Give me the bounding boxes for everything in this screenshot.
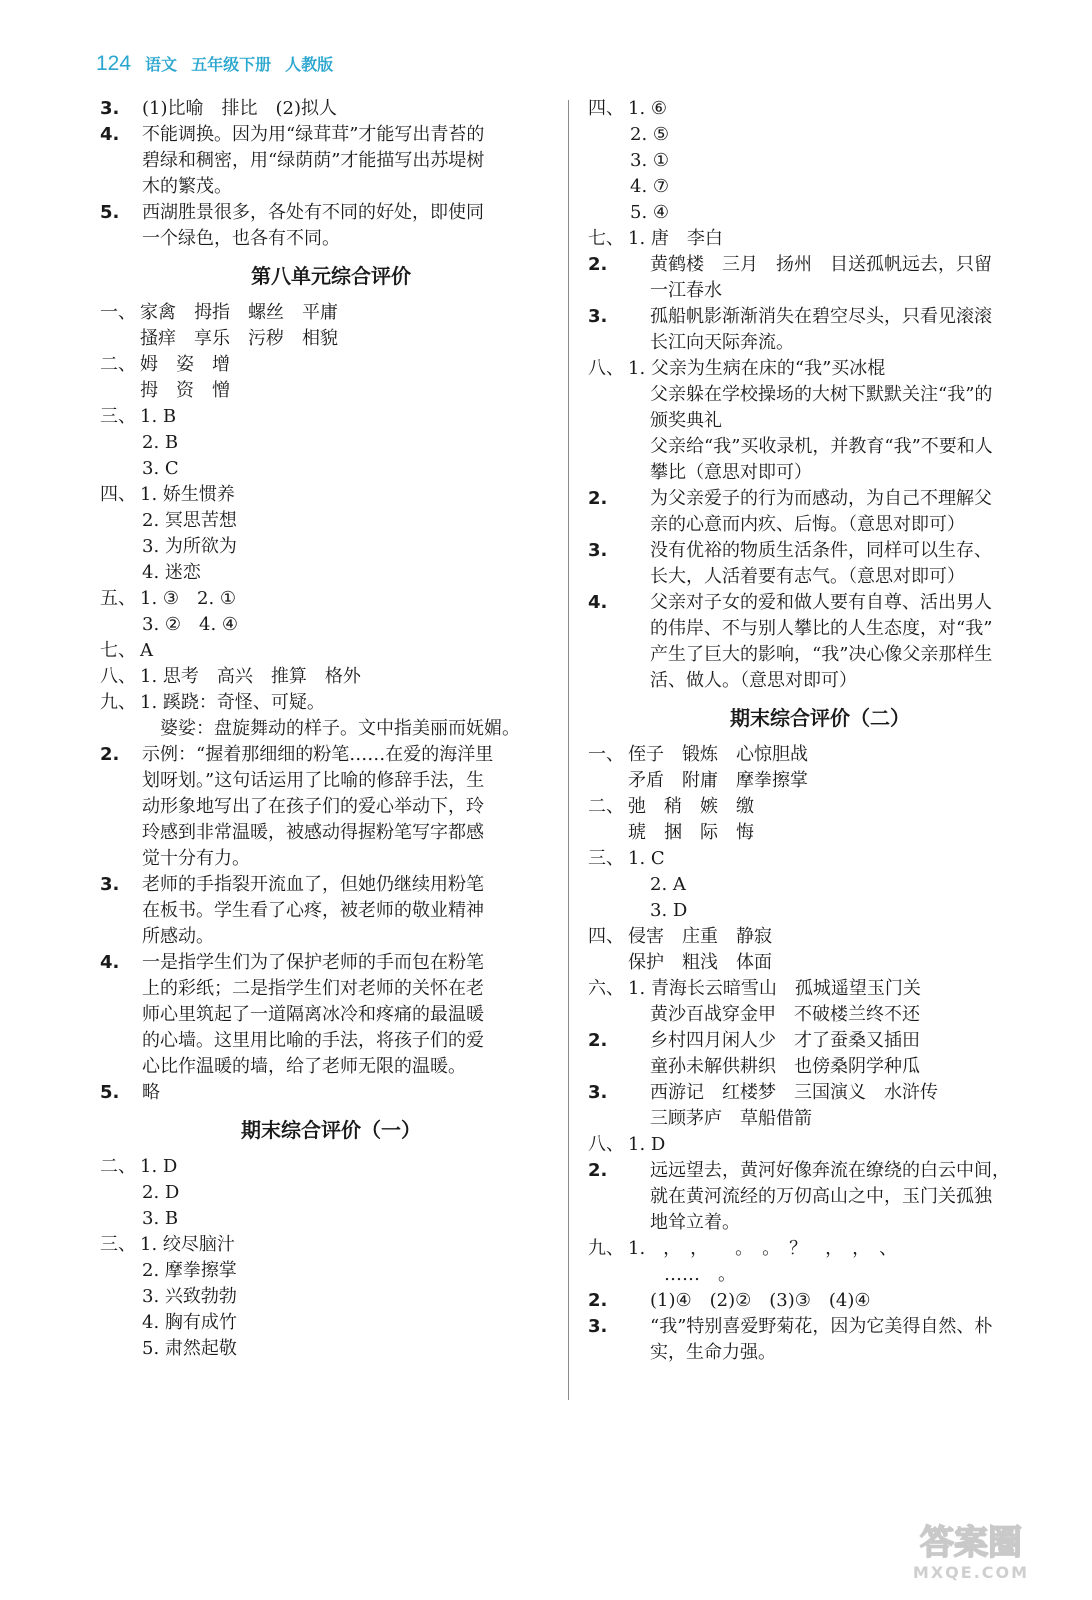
item-label-text: 八、	[588, 1134, 624, 1155]
item-text	[650, 1314, 1052, 1366]
item-text	[142, 1080, 562, 1106]
item-label-text: 三、	[100, 406, 136, 427]
answer-row	[588, 538, 1052, 590]
item-label-text: 四、	[588, 98, 624, 119]
answer-row	[100, 404, 562, 430]
text-line: 活、做人。（意思对即可）	[650, 670, 857, 691]
text-line: 长大，人活着要有志气。（意思对即可）	[650, 566, 965, 587]
item-label	[100, 352, 140, 378]
item-label-text: 2.	[588, 488, 608, 509]
text-line: 不能调换。因为用“绿茸茸”才能写出青苔的	[142, 124, 485, 145]
header-edition: 人教版	[285, 55, 334, 74]
text-line: 5. ④	[630, 202, 670, 223]
answer-row	[588, 1080, 1052, 1132]
answer-row	[588, 304, 1052, 356]
item-text	[628, 356, 1052, 382]
text-line: 一江春水	[650, 280, 722, 301]
item-text	[650, 382, 1052, 486]
item-text	[140, 638, 562, 664]
item-label	[100, 638, 140, 664]
item-text	[142, 1310, 562, 1336]
answer-row	[588, 382, 1052, 486]
text-line: 4. ⑦	[630, 176, 670, 197]
right-column	[588, 96, 1052, 1366]
text-line: 示例：“握着那细细的粉笔……在爱的海洋里	[142, 744, 494, 765]
item-label-text: 二、	[588, 796, 624, 817]
item-label-text: 5.	[100, 202, 120, 223]
text-line: 4. 迷恋	[142, 562, 201, 583]
item-label	[588, 1132, 628, 1158]
answer-row	[588, 1028, 1052, 1080]
text-line: 没有优裕的物质生活条件，同样可以生存、	[650, 540, 992, 561]
text-line: 1. B	[140, 406, 177, 427]
watermark-site: MXQE.COM	[912, 1563, 1030, 1582]
text-line: 父亲对子女的爱和做人要有自尊、活出男人	[650, 592, 992, 613]
text-line: 觉十分有力。	[142, 848, 250, 869]
text-line: 1. ⑥	[628, 98, 668, 119]
text-line: 侄子 锻炼 心惊胆战	[628, 744, 808, 765]
text-line: (1)比喻 排比 (2)拟人	[142, 98, 337, 119]
item-text	[628, 226, 1052, 252]
item-text	[140, 586, 562, 612]
item-label-text: 四、	[588, 926, 624, 947]
text-line: 琥 捆 际 悔	[628, 822, 754, 843]
item-label	[100, 482, 140, 508]
answer-row	[588, 846, 1052, 872]
item-text	[142, 1206, 562, 1232]
item-label-text: 一、	[588, 744, 624, 765]
column-divider	[568, 100, 569, 1400]
item-text	[650, 1158, 1052, 1236]
text-line: 3. B	[142, 1208, 179, 1229]
text-line: …… 。	[628, 1264, 736, 1285]
item-label-text: 4.	[588, 592, 608, 613]
item-label	[100, 690, 140, 716]
section-title: 期末综合评价（一）	[241, 1118, 421, 1142]
answer-row	[100, 1258, 562, 1284]
text-line: 姆 姿 增	[140, 354, 230, 375]
item-text	[142, 742, 562, 872]
text-line: 西湖胜景很多，各处有不同的好处，即使同	[142, 202, 484, 223]
answer-row	[100, 200, 562, 252]
text-line: 1. D	[140, 1156, 178, 1177]
text-line: 实，生命力强。	[650, 1342, 776, 1363]
item-text	[628, 924, 1052, 976]
text-line: 2. 摩拳擦掌	[142, 1260, 237, 1281]
item-text	[650, 872, 1052, 898]
item-label-text: 二、	[100, 354, 136, 375]
item-text	[628, 1236, 1052, 1288]
item-label-text: 五、	[100, 588, 136, 609]
text-line: 心比作温暖的墙，给了老师无限的温暖。	[142, 1056, 466, 1077]
item-text	[140, 404, 562, 430]
text-line: 矛盾 附庸 摩拳擦掌	[628, 770, 808, 791]
text-line: 亲的心意而内疚、后悔。（意思对即可）	[650, 514, 965, 535]
text-line: 1. 绞尽脑汁	[140, 1234, 235, 1255]
item-label	[100, 664, 140, 690]
text-line: 2. D	[142, 1182, 180, 1203]
item-label	[100, 96, 142, 122]
text-line: 父亲躲在学校操场的大树下默默关注“我”的	[650, 384, 993, 405]
item-text	[140, 1154, 562, 1180]
item-label-text: 九、	[100, 692, 136, 713]
page-number: 124	[96, 52, 132, 75]
item-label	[588, 742, 628, 768]
item-text	[142, 200, 562, 252]
answer-row	[100, 1206, 562, 1232]
answer-row	[588, 1158, 1052, 1236]
text-line: 上的彩纸；二是指学生们对老师的关怀在老	[142, 978, 484, 999]
item-text	[650, 252, 1052, 304]
text-line: 1. D	[628, 1134, 666, 1155]
item-label-text: 二、	[100, 1156, 136, 1177]
item-label	[588, 976, 628, 1002]
item-label	[588, 1236, 628, 1262]
text-line: 颁奖典礼	[650, 410, 722, 431]
text-line: 1. 娇生惯养	[140, 484, 235, 505]
text-line: 1. 思考 高兴 推算 格外	[140, 666, 361, 687]
item-label	[588, 924, 628, 950]
item-text	[140, 1232, 562, 1258]
answer-row	[100, 638, 562, 664]
item-text	[630, 122, 1052, 148]
item-text	[140, 664, 562, 690]
answer-row	[100, 1232, 562, 1258]
item-text	[650, 1028, 1052, 1080]
text-line: 3. ①	[630, 150, 670, 171]
answer-row	[100, 300, 562, 352]
header-subject: 语文	[145, 55, 178, 74]
text-line: 拇 资 憎	[140, 380, 230, 401]
watermark-logo	[886, 1516, 1056, 1586]
text-line: 黄鹤楼 三月 扬州 目送孤帆远去，只留	[650, 254, 992, 275]
text-line: 动形象地写出了在孩子们的爱心举动下，玲	[142, 796, 484, 817]
answer-row	[100, 430, 562, 456]
text-line: 弛 稍 嫉 缴	[628, 796, 754, 817]
item-text	[650, 538, 1052, 590]
item-text	[142, 1180, 562, 1206]
answer-row	[588, 976, 1052, 1002]
section-title: 期末综合评价（二）	[730, 706, 910, 730]
text-line: 远远望去，黄河好像奔流在缭绕的白云中间，	[650, 1160, 1010, 1181]
answer-row	[588, 356, 1052, 382]
answer-row	[100, 1284, 562, 1310]
item-label-text: 四、	[100, 484, 136, 505]
item-label-text: 3.	[588, 306, 608, 327]
answer-row	[588, 96, 1052, 122]
text-line: 婆娑：盘旋舞动的样子。文中指美丽而妩媚。	[142, 718, 520, 739]
text-line: 地耸立着。	[650, 1212, 740, 1233]
item-label	[588, 1158, 650, 1184]
text-line: 保护 粗浅 体面	[628, 952, 772, 973]
item-label-text: 六、	[588, 978, 624, 999]
item-text	[650, 304, 1052, 356]
answer-row	[588, 794, 1052, 846]
answer-row	[100, 96, 562, 122]
item-text	[140, 352, 562, 404]
text-line: 一是指学生们为了保护老师的手而包在粉笔	[142, 952, 484, 973]
answer-row	[100, 690, 562, 716]
text-line: 老师的手指裂开流血了，但她仍继续用粉笔	[142, 874, 484, 895]
item-label	[100, 404, 140, 430]
item-label	[100, 950, 142, 976]
item-label-text: 2.	[588, 1290, 608, 1311]
answer-row	[100, 872, 562, 950]
text-line: 1. 青海长云暗雪山 孤城遥望玉门关	[628, 978, 921, 999]
text-line: 3. 为所欲为	[142, 536, 237, 557]
answer-row	[100, 352, 562, 404]
answer-row	[100, 1180, 562, 1206]
text-line: 玲感到非常温暖，被感动得握粉笔写字都感	[142, 822, 484, 843]
item-label-text: 5.	[100, 1082, 120, 1103]
text-line: 5. 肃然起敬	[142, 1338, 237, 1359]
text-line: 碧绿和稠密，用“绿荫荫”才能描写出苏堤树	[142, 150, 485, 171]
text-line: 三顾茅庐 草船借箭	[650, 1108, 812, 1129]
item-label-text: 一、	[100, 302, 136, 323]
text-line: 1. 唐 李白	[628, 228, 723, 249]
item-label-text: 三、	[100, 1234, 136, 1255]
text-line: 为父亲爱子的行为而感动，为自己不理解父	[650, 488, 992, 509]
item-label	[588, 846, 628, 872]
item-label-text: 4.	[100, 952, 120, 973]
page-header	[96, 52, 347, 82]
text-line: 1. C	[628, 848, 665, 869]
item-label	[100, 742, 142, 768]
text-line: 1. ， ， 。 。 ？ ， ， 、	[628, 1238, 898, 1259]
text-line: 在板书。学生看了心疼，被老师的敬业精神	[142, 900, 484, 921]
header-grade: 五年级下册	[191, 55, 272, 74]
answer-row	[588, 898, 1052, 924]
text-line: 1. 父亲为生病在床的“我”买冰棍	[628, 358, 886, 379]
text-line: 就在黄河流经的万仞高山之中，玉门关孤独	[650, 1186, 992, 1207]
watermark-glyphs: 答案圈	[920, 1523, 1022, 1563]
item-text	[650, 1080, 1052, 1132]
item-label	[588, 794, 628, 820]
answer-row	[100, 1336, 562, 1362]
text-line: 2. ⑤	[630, 124, 670, 145]
answer-row	[100, 1154, 562, 1180]
item-label	[100, 586, 140, 612]
item-text	[140, 690, 562, 716]
item-label	[588, 356, 628, 382]
item-label-text: 2.	[588, 1160, 608, 1181]
text-line: 黄沙百战穿金甲 不破楼兰终不还	[650, 1004, 920, 1025]
text-line: 父亲给“我”买收录机，并教育“我”不要和人	[650, 436, 993, 457]
answer-row	[588, 1236, 1052, 1288]
text-line: 攀比（意思对即可）	[650, 462, 812, 483]
text-line: 3. D	[650, 900, 688, 921]
text-line: “我”特别喜爱野菊花，因为它美得自然、朴	[650, 1316, 993, 1337]
answer-row	[100, 612, 562, 638]
item-label	[588, 1080, 650, 1106]
item-label-text: 三、	[588, 848, 624, 869]
item-label	[588, 96, 628, 122]
text-line: 4. 胸有成竹	[142, 1312, 237, 1333]
text-line: 3. ② 4. ④	[142, 614, 239, 635]
answer-row	[100, 716, 562, 742]
item-text	[628, 794, 1052, 846]
item-label	[588, 304, 650, 330]
item-text	[142, 1284, 562, 1310]
answer-row	[588, 1002, 1052, 1028]
item-label	[588, 1314, 650, 1340]
text-line: 3. C	[142, 458, 179, 479]
answer-row	[588, 226, 1052, 252]
text-line: 略	[142, 1082, 160, 1103]
item-text	[140, 300, 562, 352]
item-label	[588, 1028, 650, 1054]
item-text	[630, 200, 1052, 226]
item-label-text: 3.	[588, 1082, 608, 1103]
item-text	[650, 1288, 1052, 1314]
item-text	[142, 430, 562, 456]
item-text	[628, 976, 1052, 1002]
item-label	[588, 590, 650, 616]
item-text	[142, 1336, 562, 1362]
item-text	[630, 174, 1052, 200]
item-text	[650, 590, 1052, 694]
item-label-text: 2.	[588, 1030, 608, 1051]
item-text	[142, 560, 562, 586]
item-text	[630, 148, 1052, 174]
item-label-text: 4.	[100, 124, 120, 145]
item-text	[142, 716, 562, 742]
item-label	[100, 200, 142, 226]
answer-row	[100, 508, 562, 534]
answer-row	[100, 664, 562, 690]
item-text	[140, 482, 562, 508]
item-text	[628, 1132, 1052, 1158]
answer-row	[100, 482, 562, 508]
item-text	[628, 96, 1052, 122]
item-text	[628, 742, 1052, 794]
text-line: 的伟岸、不与别人攀比的人生态度，对“我”	[650, 618, 993, 639]
answer-row	[100, 586, 562, 612]
left-column	[100, 96, 562, 1362]
answer-row	[100, 534, 562, 560]
item-label	[100, 1154, 140, 1180]
item-label-text: 八、	[588, 358, 624, 379]
text-line: 一个绿色，也各有不同。	[142, 228, 340, 249]
item-label	[100, 872, 142, 898]
text-line: 师心里筑起了一道隔离冰冷和疼痛的最温暖	[142, 1004, 484, 1025]
answer-row	[588, 1288, 1052, 1314]
text-line: 划呀划。”这句话运用了比喻的修辞手法，生	[142, 770, 485, 791]
text-line: 产生了巨大的影响，“我”决心像父亲那样生	[650, 644, 993, 665]
item-text	[142, 96, 562, 122]
answer-row	[588, 742, 1052, 794]
text-line: 2. 冥思苦想	[142, 510, 237, 531]
item-label	[100, 122, 142, 148]
item-label-text: 3.	[100, 874, 120, 895]
text-line: 2. B	[142, 432, 179, 453]
item-label-text: 3.	[588, 540, 608, 561]
item-label	[100, 1080, 142, 1106]
answer-row	[100, 1080, 562, 1106]
item-text	[650, 898, 1052, 924]
item-text	[142, 950, 562, 1080]
item-text	[142, 508, 562, 534]
item-text	[142, 872, 562, 950]
item-label-text: 九、	[588, 1238, 624, 1259]
answer-row	[588, 200, 1052, 226]
item-text	[142, 122, 562, 200]
item-label	[100, 300, 140, 326]
item-text	[650, 486, 1052, 538]
text-line: 1. 蹊跷：奇怪、可疑。	[140, 692, 325, 713]
answer-row	[588, 148, 1052, 174]
text-line: 搔痒 享乐 污秽 相貌	[140, 328, 338, 349]
item-label-text: 3.	[588, 1316, 608, 1337]
answer-row	[100, 742, 562, 872]
item-text	[142, 1258, 562, 1284]
item-label	[588, 1288, 650, 1314]
answer-row	[588, 1132, 1052, 1158]
text-line: 乡村四月闲人少 才了蚕桑又插田	[650, 1030, 920, 1051]
item-label	[100, 1232, 140, 1258]
text-line: (1)④ (2)② (3)③ (4)④	[650, 1290, 871, 1311]
answer-row	[588, 924, 1052, 976]
item-label-text: 七、	[100, 640, 136, 661]
text-line: 所感动。	[142, 926, 214, 947]
item-text	[650, 1002, 1052, 1028]
answer-row	[588, 252, 1052, 304]
item-label	[588, 486, 650, 512]
item-text	[142, 612, 562, 638]
item-text	[142, 534, 562, 560]
item-label-text: 2.	[100, 744, 120, 765]
item-label-text: 八、	[100, 666, 136, 687]
text-line: 的心墙。这里用比喻的手法，将孩子们的爱	[142, 1030, 484, 1051]
item-label-text: 2.	[588, 254, 608, 275]
text-line: 童孙未解供耕织 也傍桑阴学种瓜	[650, 1056, 920, 1077]
item-label	[588, 252, 650, 278]
item-text	[142, 456, 562, 482]
answer-row	[588, 872, 1052, 898]
answer-row	[588, 122, 1052, 148]
item-label	[588, 226, 628, 252]
text-line: 2. A	[650, 874, 686, 895]
item-label-text: 七、	[588, 228, 624, 249]
text-line: 3. 兴致勃勃	[142, 1286, 237, 1307]
text-line: 孤船帆影渐渐消失在碧空尽头，只看见滚滚	[650, 306, 992, 327]
answer-row	[588, 486, 1052, 538]
item-label	[588, 538, 650, 564]
answer-row	[588, 1314, 1052, 1366]
answer-row	[100, 950, 562, 1080]
item-label-text: 3.	[100, 98, 120, 119]
text-line: 木的繁茂。	[142, 176, 232, 197]
text-line: 1. ③ 2. ①	[140, 588, 237, 609]
text-line: 长江向天际奔流。	[650, 332, 794, 353]
text-line: 侵害 庄重 静寂	[628, 926, 772, 947]
answer-row	[100, 560, 562, 586]
section-title: 第八单元综合评价	[251, 264, 411, 288]
answer-row	[100, 122, 562, 200]
text-line: 家禽 拇指 螺丝 平庸	[140, 302, 338, 323]
answer-row	[588, 174, 1052, 200]
text-line: 西游记 红楼梦 三国演义 水浒传	[650, 1082, 938, 1103]
answer-row	[588, 590, 1052, 694]
answer-row	[100, 456, 562, 482]
text-line: A	[140, 640, 153, 661]
item-text	[628, 846, 1052, 872]
answer-row	[100, 1310, 562, 1336]
